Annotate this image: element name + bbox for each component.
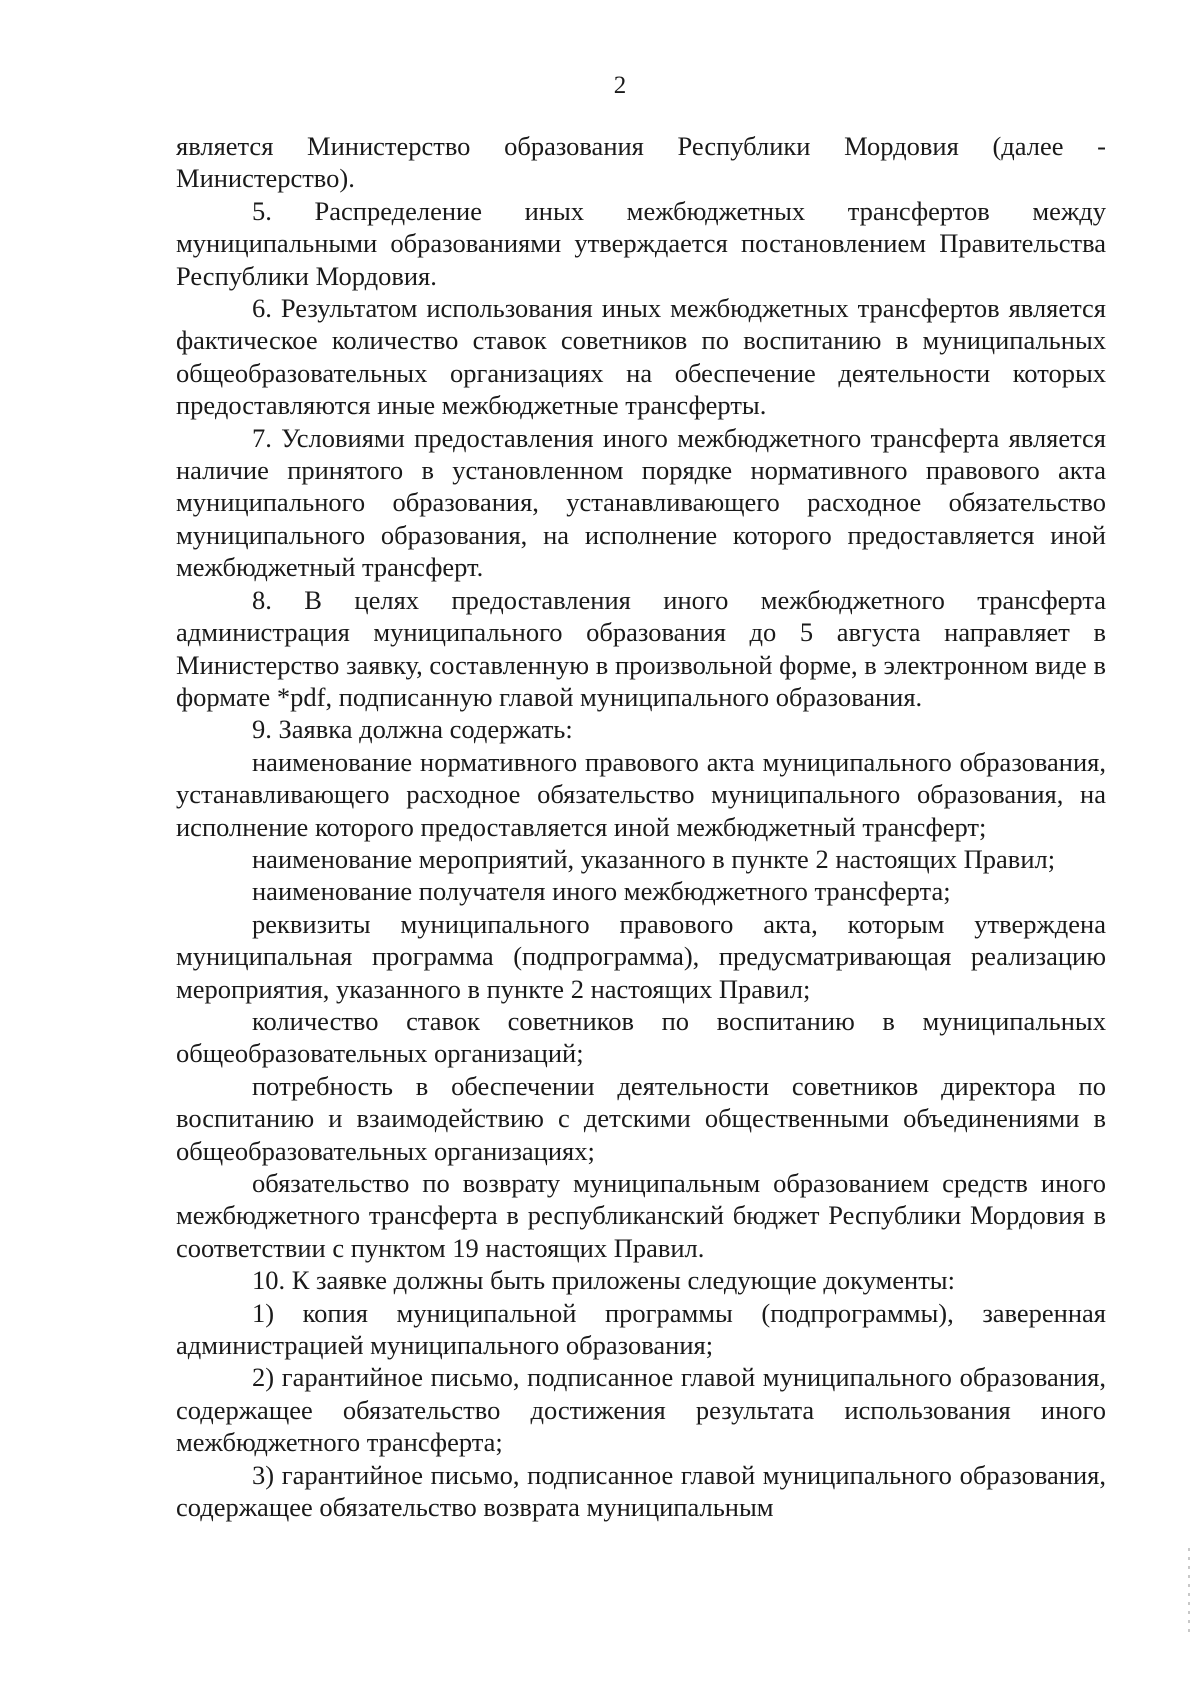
list-item-advisor-count: количество ставок советников по воспитанию в муниципальных общеобразовательных организаций; bbox=[176, 1005, 1106, 1069]
document-item-1: 1) копия муниципальной программы (подпрограммы), заверенная администрацией муниципального образования; bbox=[176, 1297, 1106, 1361]
document-item-2: 2) гарантийное письмо, подписанное главой муниципального образования, содержащее обязательство достижения результата использования иного межбюджетного трансферта; bbox=[176, 1362, 1106, 1458]
document-item-3: 3) гарантийное письмо, подписанное главой муниципального образования, содержащее обязательство возврата муниципальным bbox=[176, 1459, 1106, 1523]
paragraph-item-10: 10. К заявке должны быть приложены следующие документы: bbox=[252, 1265, 955, 1296]
list-item-recipient-name: наименование получателя иного межбюджетного трансферта; bbox=[252, 876, 951, 907]
paragraph-item-9: 9. Заявка должна содержать: bbox=[252, 714, 573, 745]
list-item-act-details: реквизиты муниципального правового акта, которым утверждена муниципальная программа (подпрограмма), предусматривающая реализацию мероприятия, указанного в пункте 2 настоящих Правил; bbox=[176, 908, 1106, 1004]
scan-edge-mark bbox=[1188, 1548, 1190, 1638]
paragraph-item-5: 5. Распределение иных межбюджетных трансфертов между муниципальными образованиями утверждается постановлением Правительства Республики Мордовия. bbox=[176, 195, 1106, 291]
list-item-measures-name: наименование мероприятий, указанного в пункте 2 настоящих Правил; bbox=[252, 843, 1056, 874]
paragraph-item-7: 7. Условиями предоставления иного межбюджетного трансферта является наличие принятого в установленном порядке нормативного правового акта муниципального образования, устанавливающего расходное обязательство муниципального образования, на исполнение которого предоставляется иной межбюджетный трансферт. bbox=[176, 422, 1106, 583]
paragraph-item-6: 6. Результатом использования иных межбюджетных трансфертов является фактическое количество ставок советников по воспитанию в муниципальных общеобразовательных организациях на обеспечение деятельности которых предоставляются иные межбюджетные трансферты. bbox=[176, 293, 1106, 421]
list-item-return-obligation: обязательство по возврату муниципальным образованием средств иного межбюджетного трансферта в республиканский бюджет Республики Мордовия в соответствии с пунктом 19 настоящих Правил. bbox=[176, 1168, 1106, 1263]
document-body bbox=[176, 130, 1106, 1523]
paragraph-item-8: 8. В целях предоставления иного межбюджетного трансферта администрация муниципального образования до 5 августа направляет в Министерство заявку, составленную в произвольной форме, в электронном виде в формате *pdf, подписанную главой муниципального образования. bbox=[176, 584, 1106, 712]
page-number: 2 bbox=[613, 72, 627, 99]
paragraph-continuation: является Министерство образования Республики Мордовия (далее - Министерство). bbox=[176, 131, 1106, 194]
list-item-act-name: наименование нормативного правового акта муниципального образования, устанавливающего расходное обязательство муниципального образования, на исполнение которого предоставляется иной межбюджетный трансферт; bbox=[176, 746, 1106, 842]
list-item-need: потребность в обеспечении деятельности советников директора по воспитанию и взаимодействию с детскими общественными объединениями в общеобразовательных организациях; bbox=[176, 1070, 1106, 1166]
